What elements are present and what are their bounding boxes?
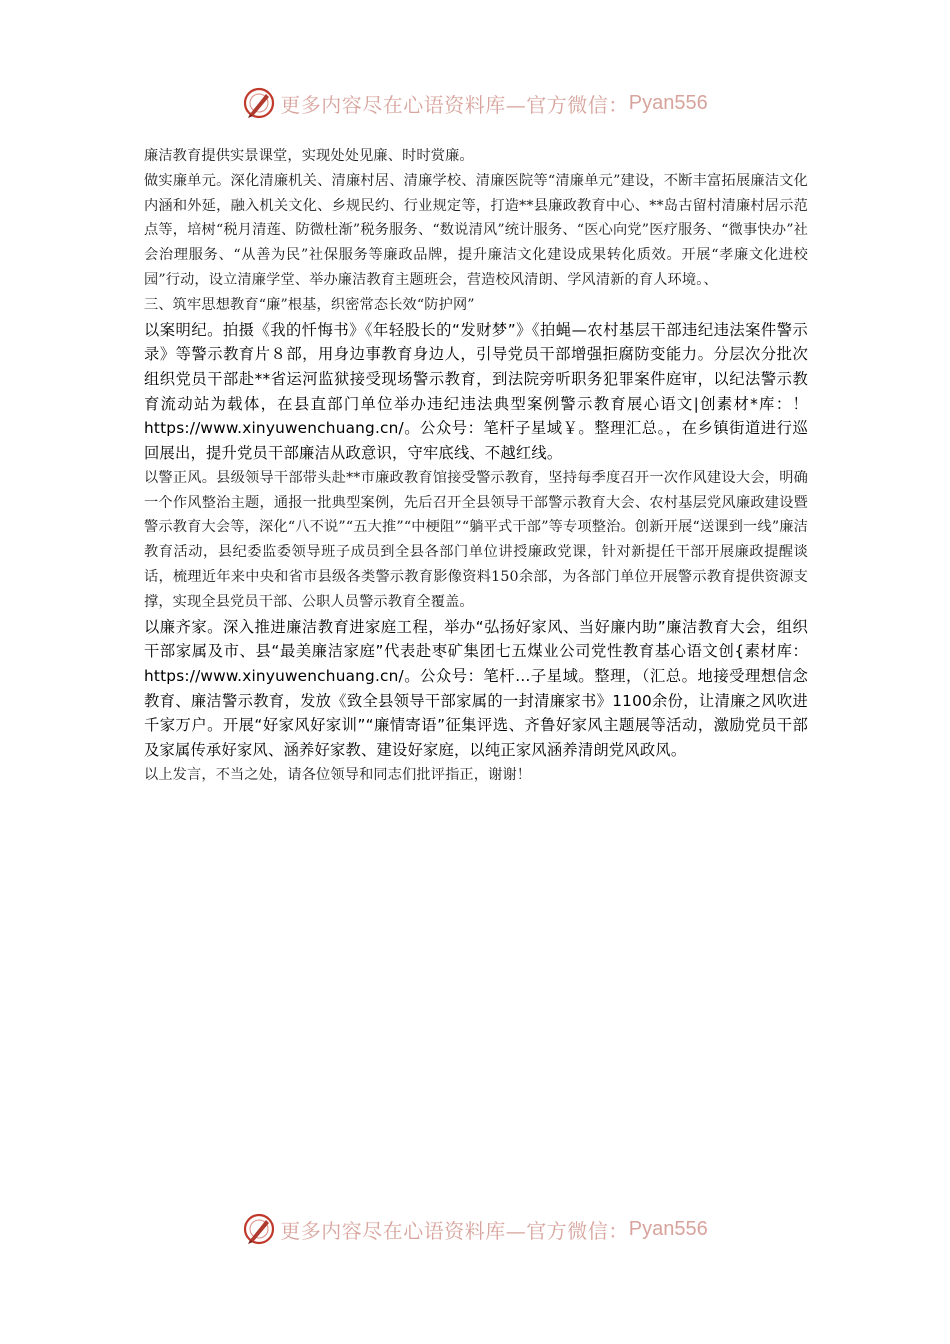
- paragraph-warning-style: 以警正风。县级领导干部带头赴**市廉政教育馆接受警示教育，坚持每季度召开一次作风建设大会，明确一个作风整治主题，通报一批典型案例，先后召开全县领导干部警示教育大会、农村基层党风廉政建设暨警示教育大会等，深化“八不说”“五大推”“中梗阻”“躺平式干部”等专项整治。创新开展“送课到一线”廉洁教育活动，县纪委监委领导班子成员到全县各部门单位讲授廉政党课，针对新提任干部开展廉政提醒谈话，梳理近年来中央和省市县级各类警示教育影像资料150余部，为各部门单位开展警示教育提供资源支撑，实现全县党员干部、公职人员警示教育全覆盖。: [144, 469, 808, 610]
- footer-banner: [0, 1209, 950, 1249]
- header-wechat-id: Pyan556: [628, 91, 708, 114]
- paragraph-closing: 以上发言，不当之处，请各位领导和同志们批评指正，谢谢！: [144, 766, 532, 783]
- paragraph-intro-tail: 廉洁教育提供实景课堂，实现处处见廉、时时赏廉。: [144, 148, 474, 164]
- header-banner-text: 更多内容尽在心语资料库—官方微信：: [280, 92, 629, 117]
- section-heading-three: 三、筑牢思想教育“廉”根基，织密常态长效“防护网”: [144, 296, 475, 313]
- paragraph-case-discipline: 以案明纪。拍摄《我的忏悔书》《年轻股长的“发财梦”》《拍蝇—农村基层干部违纪违法案件警示录》等警示教育片８部，用身边事教育身边人，引导党员干部增强拒腐防变能力。分层次分批次组织党员干部赴**省运河监狱接受现场警示教育，到法院旁听职务犯罪案件庭审，以纪法警示教育流动站为载体，在县直部门单位举办违纪违法典型案例警示教育展心语文|创素材*库：！https://www.xinyuwenchuang.cn/。公众号：笔杆子星域￥。整理汇总。，在乡镇街道进行巡回展出，提升党员干部廉洁从政意识，守牢底线、不越红线。: [144, 320, 808, 463]
- footer-wechat-id: Pyan556: [628, 1217, 708, 1240]
- pen-logo-icon: [242, 1212, 276, 1246]
- document-body: [144, 144, 808, 788]
- paragraph-clean-family: 以廉齐家。深入推进廉洁教育进家庭工程，举办“弘扬好家风、当好廉内助”廉洁教育大会，组织干部家属及市、县“最美廉洁家庭”代表赴枣矿集团七五煤业公司党性教育基心语文创{素材库：https://www.xinyuwenchuang.cn/。公众号：笔杆…子星域。整理，（汇总。地接受理想信念教育、廉洁警示教育，发放《致全县领导干部家属的一封清廉家书》1100余份，让清廉之风吹进千家万户。开展“好家风好家训”“廉情寄语”征集评选、齐鲁好家风主题展等活动，激励党员干部及家属传承好家风、涵养好家教、建设好家庭，以纯正家风涵养清朗党风政风。: [144, 617, 808, 760]
- pen-logo-icon: [242, 86, 276, 120]
- paragraph-lian-unit: 做实廉单元。深化清廉机关、清廉村居、清廉学校、清廉医院等“清廉单元”建设，不断丰富拓展廉洁文化内涵和外延，融入机关文化、乡规民约、行业规定等，打造**县廉政教育中心、**岛古留村清廉村居示范点等，培树“税月清莲、防微杜渐”税务服务、“数说清风”统计服务、“医心向党”医疗服务、“微事快办”社会治理服务、“从善为民”社保服务等廉政品牌，提升廉洁文化建设成果转化质效。开展“孝廉文化进校园”行动，设立清廉学堂、举办廉洁教育主题班会，营造校风清朗、学风清新的育人环境。、: [144, 172, 808, 288]
- footer-banner-text: 更多内容尽在心语资料库—官方微信：: [280, 1218, 629, 1243]
- header-banner: [0, 83, 950, 123]
